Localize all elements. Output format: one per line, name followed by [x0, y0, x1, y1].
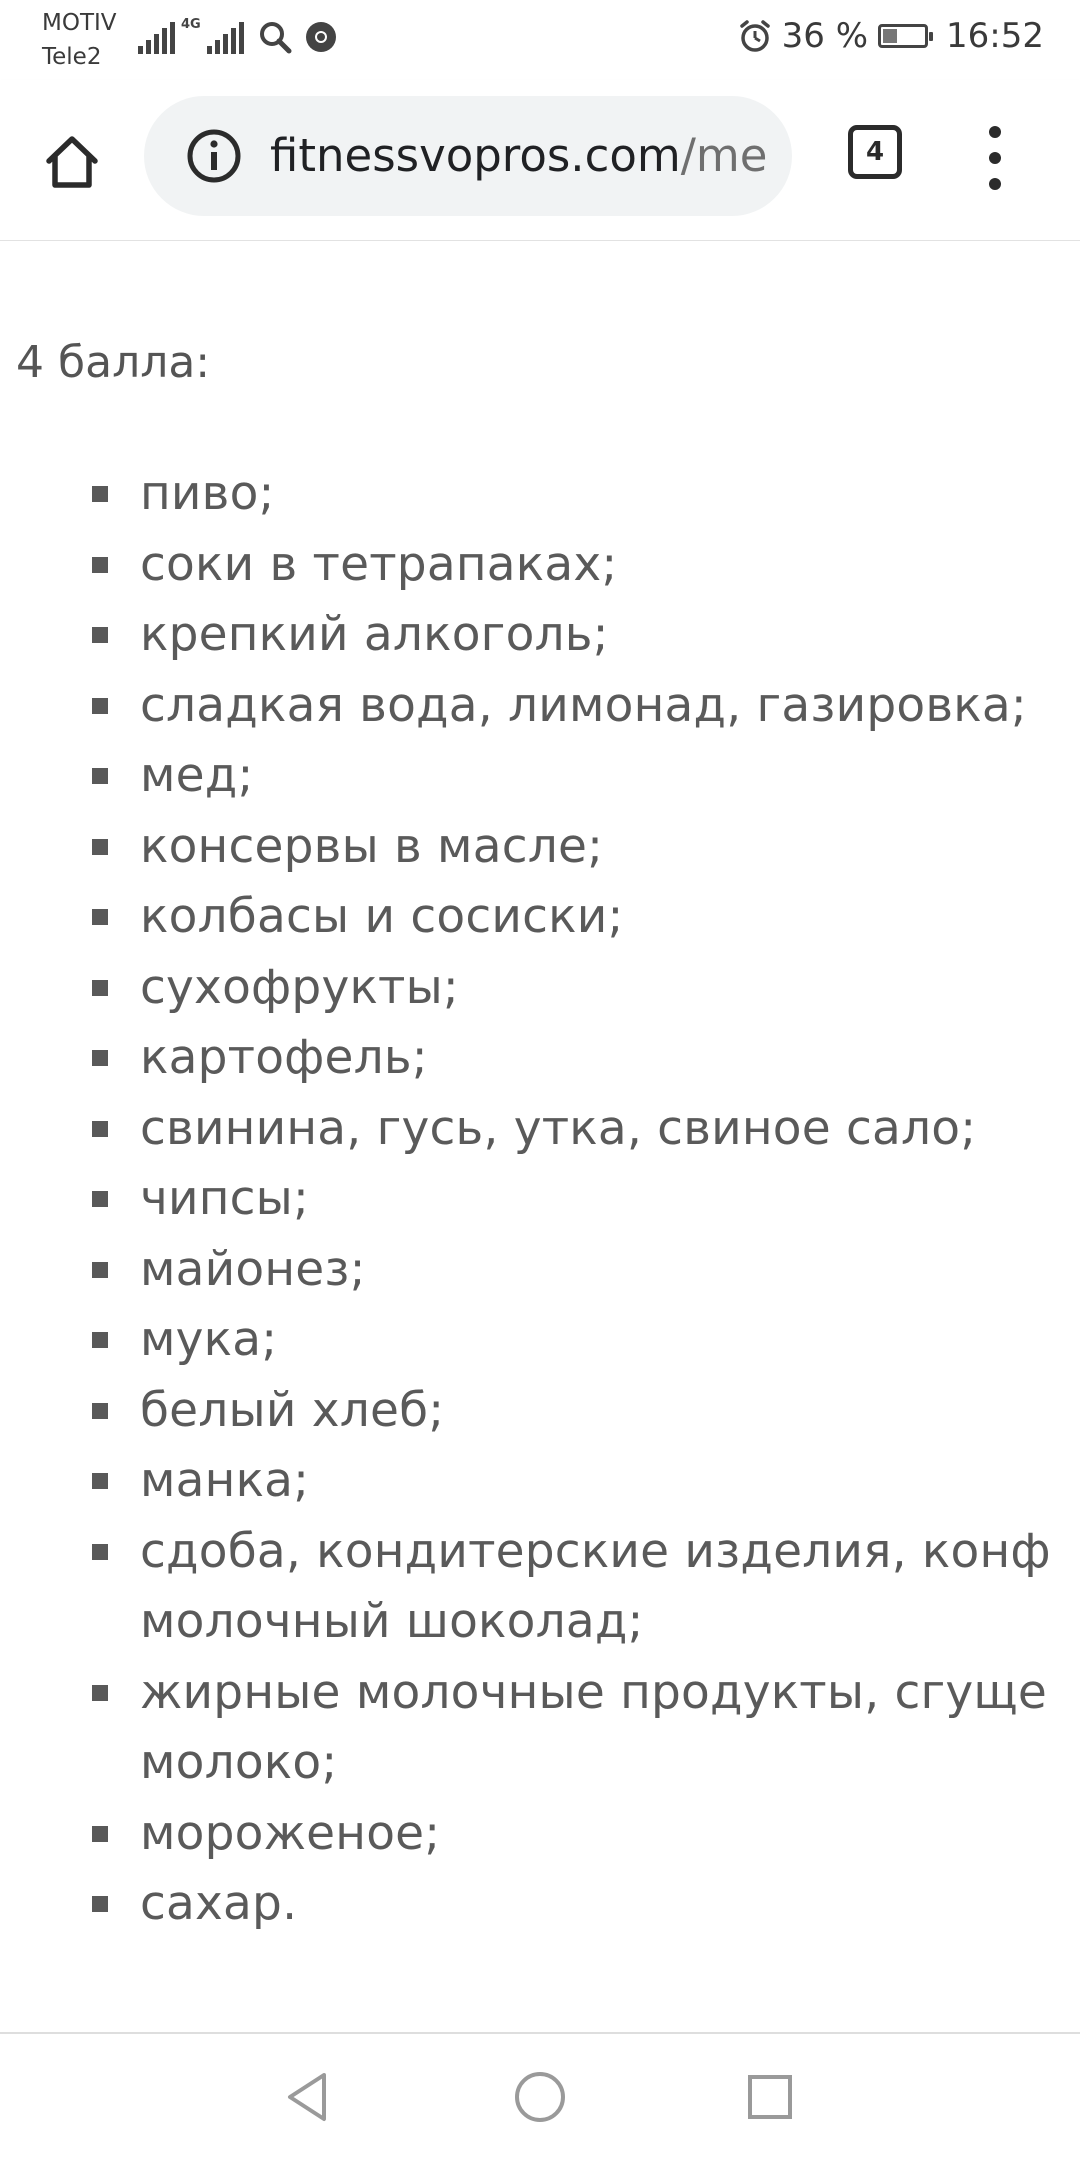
clock: 16:52 — [946, 16, 1044, 56]
bullet-icon — [92, 1896, 108, 1912]
bullet-icon — [92, 486, 108, 502]
chrome-icon — [304, 20, 338, 54]
bullet-icon — [92, 1473, 108, 1489]
list-item-text: сахар. — [140, 1876, 298, 1931]
bullet-icon — [92, 1050, 108, 1066]
url-path: /me — [680, 129, 768, 182]
list-item — [0, 741, 1080, 812]
status-right — [738, 14, 1044, 58]
list-item-text: чипсы; — [140, 1171, 310, 1226]
list-item-text: пиво; — [140, 466, 275, 521]
list-item-text: майонез; — [140, 1241, 366, 1297]
list-item — [0, 812, 1080, 883]
list-item — [0, 1023, 1080, 1094]
tab-switcher-button[interactable] — [848, 125, 902, 179]
list-item-text: консервы в масле; — [140, 818, 604, 874]
bullet-icon — [92, 1826, 108, 1842]
battery-fill — [883, 29, 897, 43]
bullet-icon — [92, 1332, 108, 1348]
list-item — [0, 1869, 1080, 1940]
address-bar[interactable] — [144, 96, 792, 216]
browser-toolbar — [0, 80, 1080, 241]
recents-icon — [745, 2072, 795, 2122]
bullet-icon — [92, 1191, 108, 1207]
list-item-text: сладкая вода, лимонад, газировка; — [140, 677, 1027, 733]
list-item-text: соки в тетрапаках; — [140, 536, 618, 592]
bullet-icon — [92, 1403, 108, 1419]
bullet-icon — [92, 980, 108, 996]
signal-icon — [138, 22, 175, 54]
list-item-text: сухофрукты; — [140, 959, 459, 1015]
signal-4g-icon — [207, 22, 244, 54]
list-item-text: мед; — [140, 748, 254, 803]
bullet-icon — [92, 839, 108, 855]
bullet-icon — [92, 768, 108, 784]
search-icon — [258, 20, 292, 54]
carrier-name-2: Tele2 — [42, 44, 102, 70]
bullet-icon — [92, 557, 108, 573]
list-item — [0, 1799, 1080, 1870]
list-item-text: белый хлеб; — [140, 1382, 445, 1438]
bullet-icon — [92, 1262, 108, 1278]
list-item — [0, 1376, 1080, 1447]
home-circle-icon — [512, 2069, 568, 2125]
list-item-text-continued: молоко; — [140, 1735, 338, 1790]
home-button[interactable] — [32, 122, 112, 202]
alarm-icon — [738, 19, 772, 53]
back-icon — [282, 2070, 332, 2124]
page-content — [0, 241, 1080, 2031]
list-item — [0, 1305, 1080, 1376]
list-item-text: мука; — [140, 1312, 278, 1367]
url-text[interactable] — [270, 96, 770, 216]
bullet-icon — [92, 1685, 108, 1701]
list-item-text: свинина, гусь, утка, свиное сало; — [140, 1100, 977, 1156]
list-item-text: сдоба, кондитерские изделия, конф — [140, 1523, 1051, 1579]
carrier-name-1: MOTIV — [42, 10, 117, 36]
signal-indicators — [138, 18, 338, 54]
navigation-bar — [0, 2032, 1080, 2160]
back-button[interactable] — [272, 2062, 342, 2132]
list-item-text: манка; — [140, 1453, 310, 1508]
list-item-text: колбасы и сосиски; — [140, 889, 624, 944]
more-vert-icon[interactable] — [970, 126, 1020, 190]
bullet-icon — [92, 1121, 108, 1137]
bullet-icon — [92, 1544, 108, 1560]
list-item — [0, 1517, 1080, 1658]
list-item — [0, 530, 1080, 601]
list-item — [0, 1658, 1080, 1799]
list-item — [0, 953, 1080, 1024]
battery-icon — [878, 24, 928, 48]
list-item-text-continued: молочный шоколад; — [140, 1594, 644, 1649]
list-item — [0, 600, 1080, 671]
list-item-text: картофель; — [140, 1030, 428, 1085]
home-icon — [43, 134, 101, 190]
info-icon[interactable] — [186, 128, 242, 184]
list-item — [0, 459, 1080, 530]
recents-button[interactable] — [735, 2062, 805, 2132]
list-item — [0, 1446, 1080, 1517]
status-bar — [0, 0, 1080, 80]
bullet-icon — [92, 627, 108, 643]
list-item — [0, 1235, 1080, 1306]
bullet-icon — [92, 698, 108, 714]
list-item-text: жирные молочные продукты, сгуще — [140, 1664, 1048, 1720]
food-list — [0, 459, 1080, 1940]
list-item-text: мороженое; — [140, 1805, 441, 1861]
list-item — [0, 671, 1080, 742]
list-item-text: крепкий алкоголь; — [140, 607, 609, 662]
tab-count: 4 — [865, 137, 885, 167]
list-item — [0, 1094, 1080, 1165]
battery-percent: 36 % — [781, 16, 869, 56]
list-item — [0, 1164, 1080, 1235]
bullet-icon — [92, 909, 108, 925]
network-type-label: 4G — [181, 17, 201, 32]
carrier-info — [42, 6, 117, 74]
url-domain: fitnessvopros.com — [270, 129, 681, 182]
section-heading: 4 балла: — [16, 337, 211, 388]
list-item — [0, 882, 1080, 953]
home-nav-button[interactable] — [505, 2062, 575, 2132]
